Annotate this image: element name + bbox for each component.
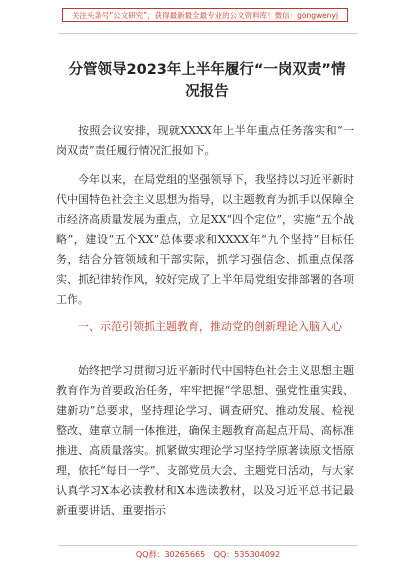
summary-paragraph: 今年以来，在局党组的坚强领导下，我坚持以习近平新时代中国特色社会主义思想为指导，以主题教育为抓手以保障全市经济高质量发展为重点，立足XX“四个定位”，实施“五个战略”，建设“五个XX”总体要求和XXXX年“九个坚持”目标任务，结合分管领域和干部实际，抓学习强信念、抓重点保落实、抓纪律转作风，较好完成了上半年局党组安排部署的各项工作。 xyxy=(56,173,354,306)
document-title: 分管领导2023年上半年履行“一岗双责”情况报告 xyxy=(68,62,346,100)
header-divider xyxy=(58,33,358,34)
section-heading: 一、示范引领抓主题教育，推动党的创新理论入脑入心 xyxy=(78,320,342,333)
footer-divider xyxy=(58,545,358,546)
section-paragraph: 始终把学习贯彻习近平新时代中国特色社会主义思想主题教育作为首要政治任务，牢牢把握“学思想、强党性重实践、建新功”总要求，坚持理论学习、调查研究、推动发展、检视整改、建章立制一体推进，确保主题教育高起点开局、高标准推进、高质量落实。抓紧做实理论学习坚持学原著读原文悟原理，依托“每日一学”、支部党员大会、主题党日活动，与大家认真学习X本必读教材和X本选读教材，以及习近平总书记最新重要讲话、重要指示 xyxy=(56,364,354,517)
footer-contact: QQ群：30265665 QQ：535304092 xyxy=(135,550,281,559)
promo-banner: 关注头条号“公文研究”，获得最新最全最专业的公文资料库！微信：gongwenyj xyxy=(62,8,348,22)
intro-paragraph: 按照会议安排，现就XXXX年上半年重点任务落实和“一岗双责”责任履行情况汇报如下。 xyxy=(56,124,354,157)
